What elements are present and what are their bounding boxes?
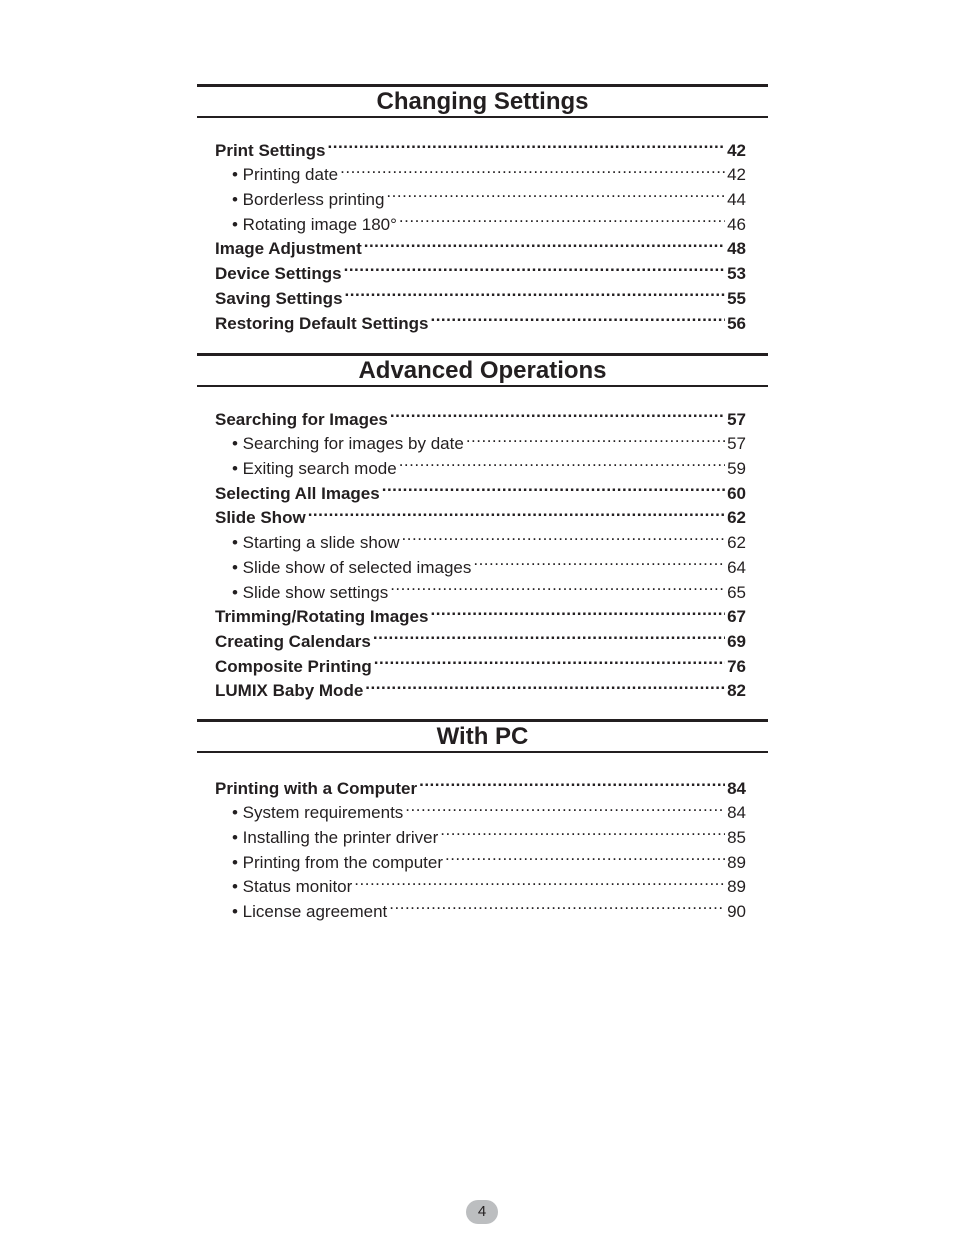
dot-leader: [399, 449, 725, 474]
toc-entry-page: 90: [727, 902, 746, 922]
toc-entry-page: 53: [727, 264, 746, 284]
dot-leader: [308, 499, 725, 524]
toc-entry-page: 62: [727, 508, 746, 528]
toc-entry-title: LUMIX Baby Mode: [215, 681, 364, 701]
toc-entry-page: 59: [727, 459, 746, 479]
toc-entry-title: • Searching for images by date: [232, 434, 464, 454]
toc-list: [215, 769, 746, 922]
toc-entry-page: 55: [727, 288, 746, 308]
page-number-badge: 4: [466, 1200, 498, 1224]
dot-leader: [374, 647, 725, 672]
toc-entry-page: 84: [727, 778, 746, 798]
toc-entry-page: 69: [727, 631, 746, 651]
toc-entry-title: Print Settings: [215, 140, 326, 160]
dot-leader: [430, 598, 725, 623]
toc-entry[interactable]: [215, 131, 746, 160]
toc-entry-page: 64: [727, 557, 746, 577]
toc-entry-title: • Borderless printing: [232, 190, 385, 210]
dot-leader: [389, 892, 725, 917]
toc-entry-page: 42: [727, 140, 746, 160]
dot-leader: [405, 794, 725, 819]
section-heading: Advanced Operations: [197, 353, 768, 387]
dot-leader: [390, 573, 725, 598]
toc-entry-title: Restoring Default Settings: [215, 313, 429, 333]
toc-entry-page: 85: [727, 828, 746, 848]
toc-entry-title: • Printing from the computer: [232, 852, 443, 872]
toc-entry-page: 76: [727, 656, 746, 676]
toc-entry-title: Printing with a Computer: [215, 778, 418, 798]
toc-entry-title: Device Settings: [215, 264, 342, 284]
toc-entry[interactable]: [215, 400, 746, 429]
dot-leader: [354, 868, 725, 893]
toc-entry-title: • Installing the printer driver: [232, 828, 439, 848]
toc-entry-title: • Status monitor: [232, 877, 353, 897]
toc-entry-title: • Rotating image 180°: [232, 214, 397, 234]
toc-entry-title: Composite Printing: [215, 656, 372, 676]
toc-entry-page: 57: [727, 434, 746, 454]
dot-leader: [344, 254, 725, 279]
dot-leader: [365, 672, 725, 697]
toc-entry-title: Slide Show: [215, 508, 306, 528]
toc-entry-page: 84: [727, 803, 746, 823]
section-advanced-operations: [197, 353, 768, 701]
dot-leader: [382, 474, 725, 499]
toc-entry-page: 56: [727, 313, 746, 333]
section-heading: With PC: [197, 719, 768, 753]
dot-leader: [440, 818, 725, 843]
section-changing-settings: [197, 84, 768, 333]
dot-leader: [473, 548, 725, 573]
section-heading: Changing Settings: [197, 84, 768, 118]
dot-leader: [402, 523, 726, 548]
toc-entry-title: Image Adjustment: [215, 239, 362, 259]
toc-entry[interactable]: [215, 769, 746, 798]
dot-leader: [328, 131, 726, 156]
toc-entry-page: 82: [727, 681, 746, 701]
toc-entry-title: Selecting All Images: [215, 483, 380, 503]
toc-entry-title: • Printing date: [232, 165, 339, 185]
toc-entry-title: • Exiting search mode: [232, 459, 397, 479]
toc-entry-title: • Slide show settings: [232, 582, 389, 602]
toc-list: [215, 400, 746, 701]
dot-leader: [466, 425, 725, 450]
toc-entry-page: 62: [727, 533, 746, 553]
toc-entry-page: 67: [727, 607, 746, 627]
toc-list: [215, 131, 746, 333]
toc-entry-page: 65: [727, 582, 746, 602]
dot-leader: [430, 304, 725, 329]
dot-leader: [386, 180, 725, 205]
toc-entry-title: Saving Settings: [215, 288, 343, 308]
toc-entry-page: 60: [727, 483, 746, 503]
toc-entry-title: • Slide show of selected images: [232, 557, 472, 577]
section-with-pc: [197, 719, 768, 922]
toc-entry-title: Trimming/Rotating Images: [215, 607, 429, 627]
toc-entry-page: 89: [727, 852, 746, 872]
dot-leader: [419, 769, 725, 794]
dot-leader: [345, 279, 726, 304]
toc-entry-title: • Starting a slide show: [232, 533, 400, 553]
toc-entry-title: • System requirements: [232, 803, 404, 823]
dot-leader: [390, 400, 725, 425]
toc-entry-page: 46: [727, 214, 746, 234]
toc-entry-page: 44: [727, 190, 746, 210]
toc-entry-title: Creating Calendars: [215, 631, 371, 651]
toc-entry-page: 57: [727, 409, 746, 429]
toc-entry-page: 48: [727, 239, 746, 259]
dot-leader: [364, 230, 725, 255]
toc-entry-page: 89: [727, 877, 746, 897]
toc-entry-title: Searching for Images: [215, 409, 388, 429]
dot-leader: [445, 843, 725, 868]
toc-entry-title: • License agreement: [232, 902, 388, 922]
dot-leader: [340, 156, 725, 181]
toc-entry-page: 42: [727, 165, 746, 185]
dot-leader: [373, 622, 725, 647]
dot-leader: [399, 205, 725, 230]
